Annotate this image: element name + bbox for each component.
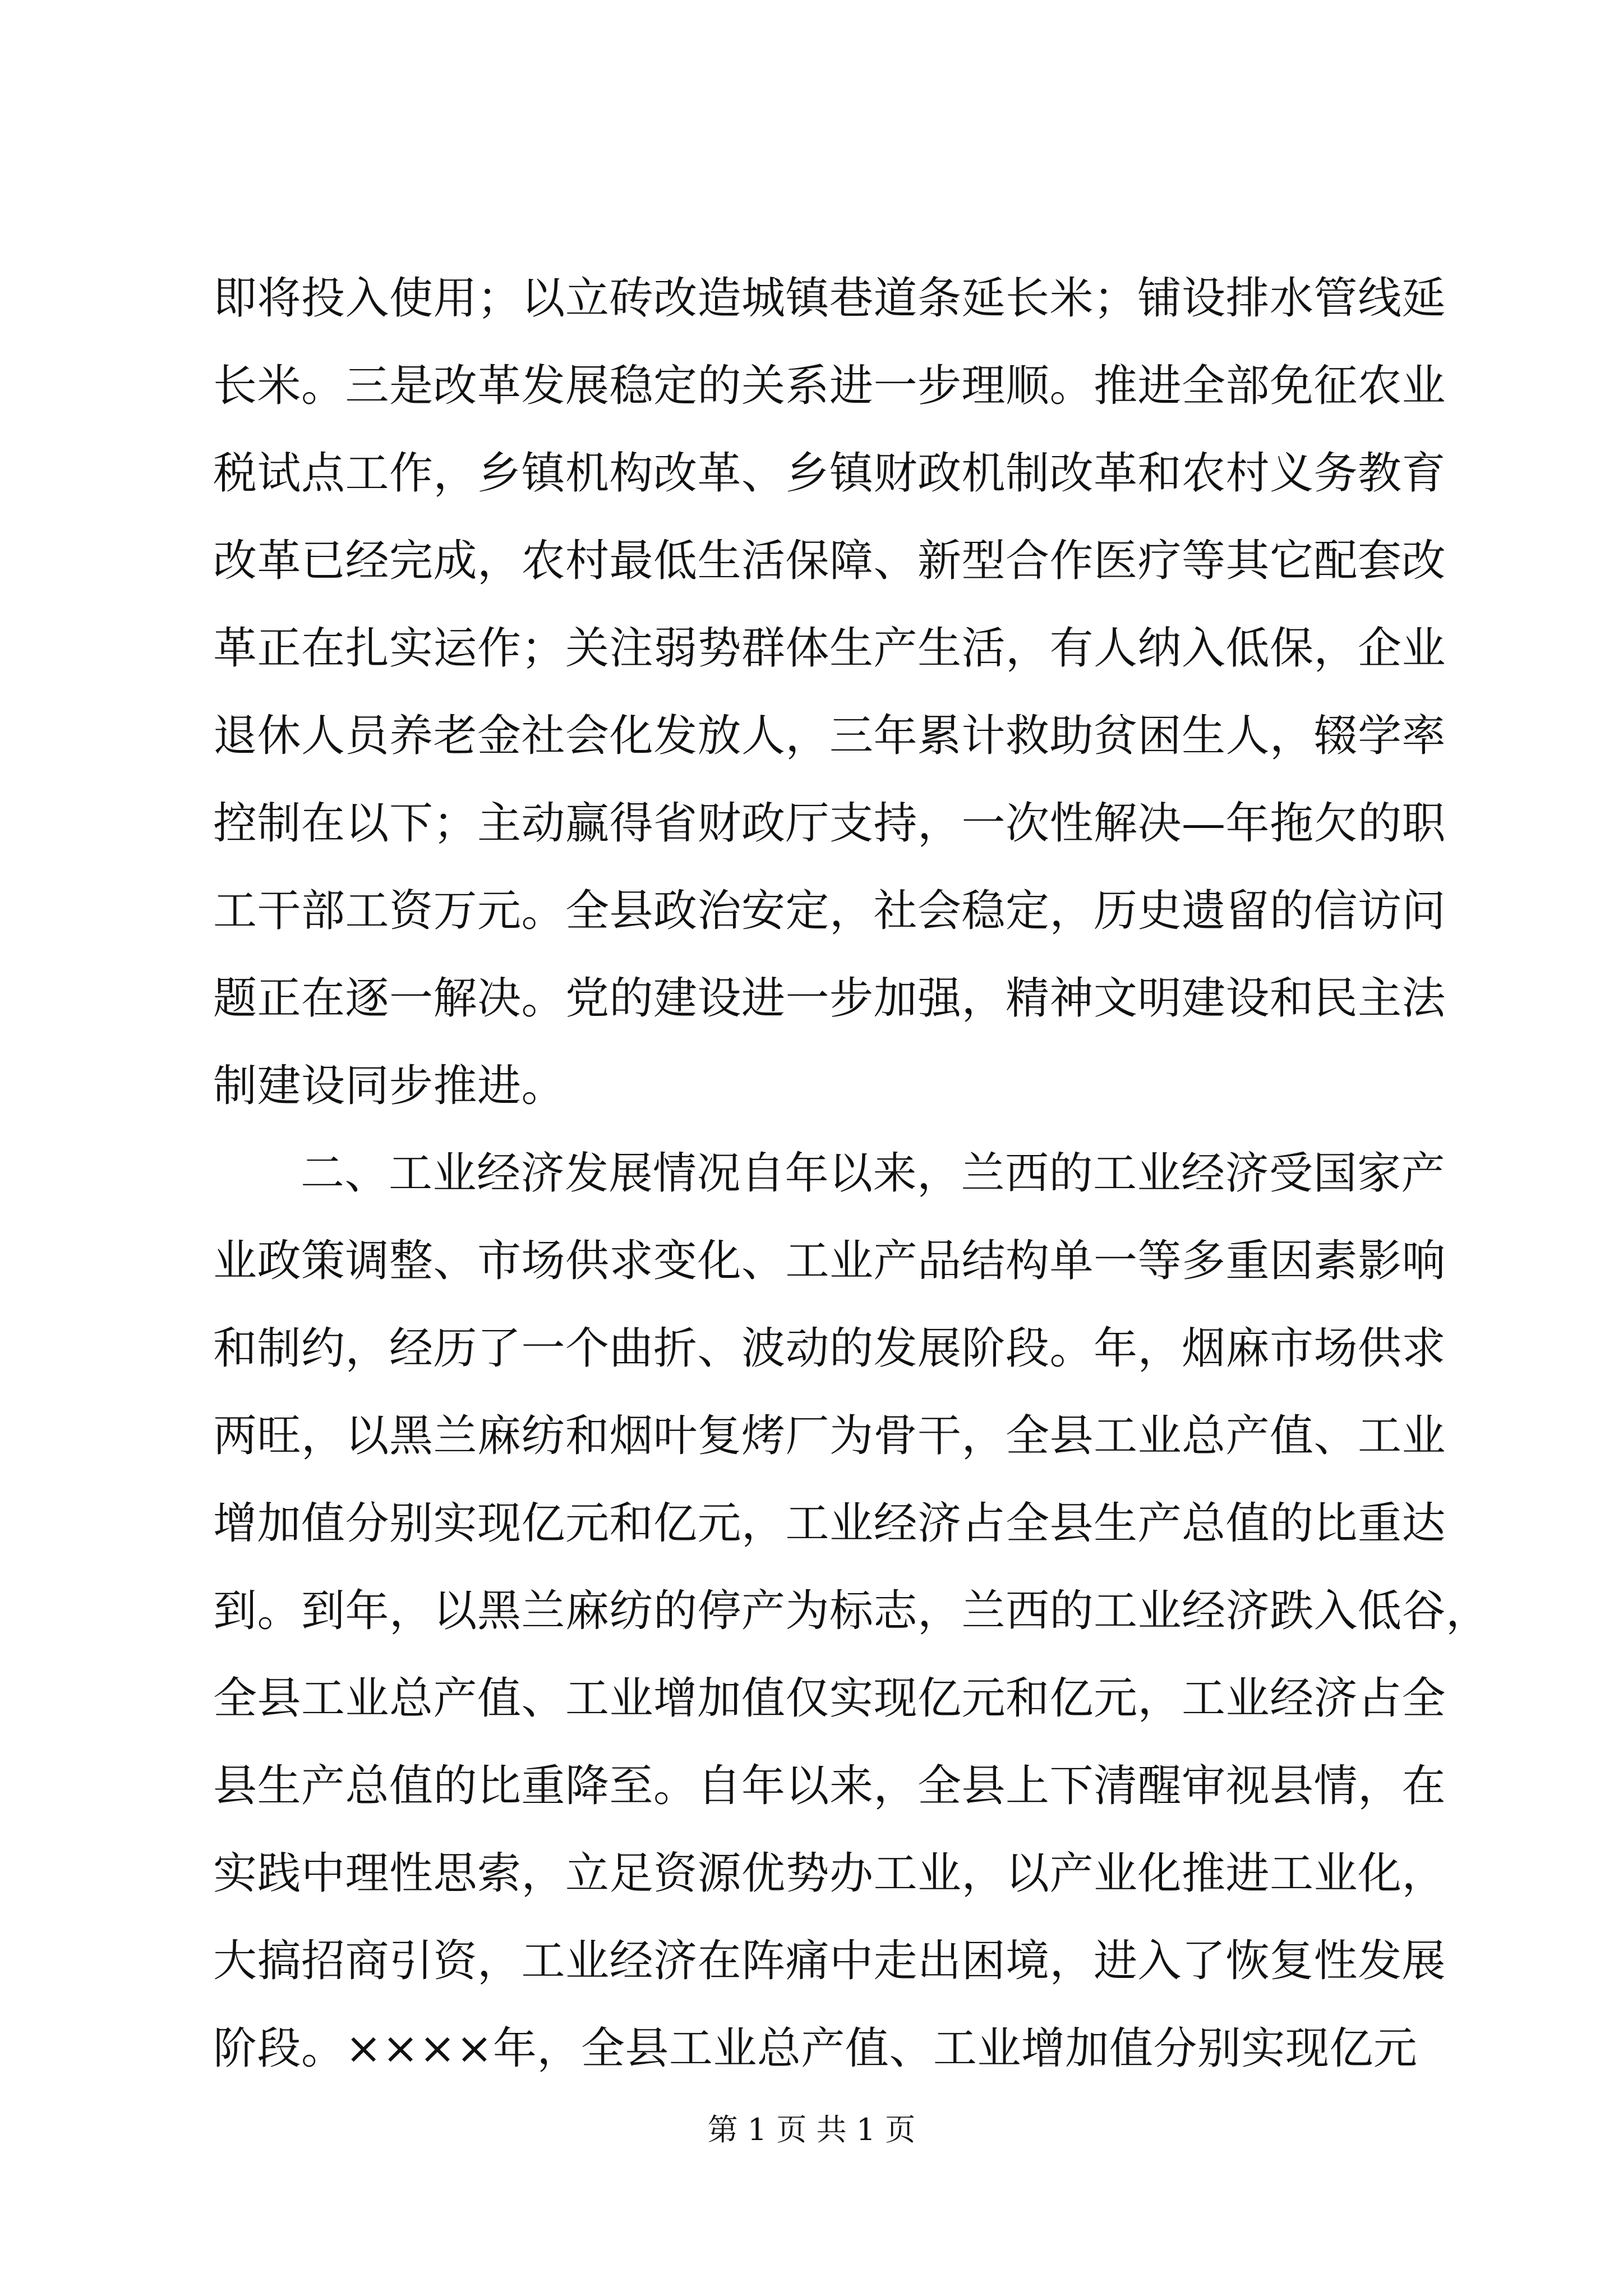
paragraph-first-line: 二、工业经济发展情况自年以来，兰西的工业经济受国家产 — [301, 1148, 1446, 1199]
text-line: 题正在逐一解决。党的建设进一步加强，精神文明建设和民主法 — [213, 973, 1446, 1024]
text-line: 全县工业总产值、工业增加值仅实现亿元和亿元，工业经济占全 — [213, 1673, 1446, 1724]
text-line: 阶段。××××年，全县工业总产值、工业增加值分别实现亿元 — [213, 2023, 1418, 2074]
text-line: 大搞招商引资，工业经济在阵痛中走出困境，进入了恢复性发展 — [213, 1936, 1446, 1986]
text-line: 长米。三是改革发展稳定的关系进一步理顺。推进全部免征农业 — [213, 361, 1446, 411]
text-line: 制建设同步推进。 — [213, 1061, 566, 1111]
text-line: 增加值分别实现亿元和亿元，工业经济占全县生产总值的比重达 — [213, 1498, 1446, 1549]
text-line: 到。到年，以黑兰麻纺的停产为标志，兰西的工业经济跌入低谷， — [213, 1586, 1490, 1636]
text-line: 和制约，经历了一个曲折、波动的发展阶段。年，烟麻市场供求 — [213, 1323, 1446, 1374]
text-line: 两旺，以黑兰麻纺和烟叶复烤厂为骨干，全县工业总产值、工业 — [213, 1411, 1446, 1461]
text-line: 县生产总值的比重降至。自年以来，全县上下清醒审视县情，在 — [213, 1761, 1446, 1811]
text-line: 税试点工作，乡镇机构改革、乡镇财政机制改革和农村义务教育 — [213, 448, 1446, 499]
text-line: 业政策调整、市场供求变化、工业产品结构单一等多重因素影响 — [213, 1236, 1446, 1286]
text-line: 工干部工资万元。全县政治安定，社会稳定，历史遗留的信访问 — [213, 886, 1446, 936]
text-line: 即将投入使用；以立砖改造城镇巷道条延长米；铺设排水管线延 — [213, 273, 1446, 324]
text-line: 控制在以下；主动赢得省财政厅支持，一次性解决—年拖欠的职 — [213, 798, 1446, 849]
text-line: 革正在扎实运作；关注弱势群体生产生活，有人纳入低保，企业 — [213, 623, 1446, 674]
text-line: 退休人员养老金社会化发放人，三年累计救助贫困生人，辍学率 — [213, 711, 1446, 761]
text-line: 改革已经完成，农村最低生活保障、新型合作医疗等其它配套改 — [213, 536, 1446, 586]
page-number-footer: 第 1 页 共 1 页 — [707, 2112, 916, 2147]
text-line: 实践中理性思索，立足资源优势办工业，以产业化推进工业化， — [213, 1848, 1446, 1899]
